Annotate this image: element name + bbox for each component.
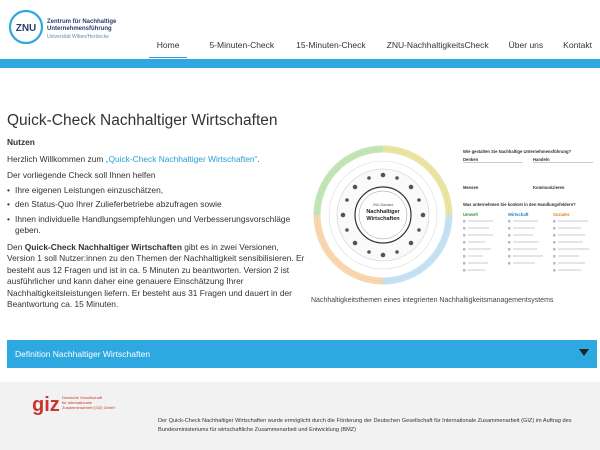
- page-title: Quick-Check Nachhaltiger Wirtschaften: [7, 112, 278, 129]
- section-heading: Nutzen: [7, 137, 35, 147]
- accordion-label: Definition Nachhaltiger Wirtschaften: [15, 349, 151, 359]
- nav-kontakt[interactable]: Kontakt: [563, 40, 592, 50]
- site-footer: [0, 382, 600, 450]
- wheel-center-small: ZNU-Standard: [372, 203, 394, 207]
- panel-umwelt: Umwelt: [463, 212, 478, 217]
- panel-question-2: Was unternehmen Sie konkret in den Handlungsfeldern?: [463, 202, 576, 207]
- panel-col-messen: Messen: [463, 185, 479, 190]
- wheel-center-line1: Nachhaltiger: [366, 209, 400, 215]
- panel-items-graphic: [463, 218, 593, 280]
- nav-nachhaltigkeitscheck[interactable]: ZNU-NachhaltigkeitsCheck: [386, 40, 489, 50]
- giz-name: Deutsche Gesellschaft für Internationale Zusammenarbeit (GIZ) GmbH: [62, 395, 116, 410]
- znu-logo-icon: [7, 8, 45, 46]
- header-accent-bar: [0, 59, 600, 68]
- figure-caption: Nachhaltigkeitsthemen eines integrierten Nachhaltigkeitsmanagementsystems: [311, 297, 554, 304]
- intro-line: Der vorliegende Check soll Ihnen helfen: [7, 170, 156, 180]
- logo-line-3: Universität Witten/Herdecke: [47, 34, 109, 40]
- logo-line-1: Zentrum für Nachhaltige: [47, 19, 117, 25]
- funding-notice: Der Quick-Check Nachhaltiger Wirtschaften wurde ermöglicht durch die Förderung der Deutschen Gesellschaft für Internationale Zusammenarbeit (GIZ) im Auftrag des Bundesministeriums für wirtschaftliche Zusammenarbeit und Entwicklung (BMZ): [158, 418, 572, 433]
- wheel-center-line2: Wirtschaften: [366, 216, 400, 222]
- site-header: [0, 0, 600, 60]
- logo-abbrev: ZNU: [15, 23, 37, 34]
- panel-col-kommunizieren: Kommunizieren: [533, 185, 565, 190]
- giz-logo: giz: [32, 394, 60, 416]
- intro-text: [7, 137, 307, 316]
- nav-home[interactable]: Home: [149, 38, 188, 52]
- list-item: • den Status-Quo Ihrer Zulieferbetriebe abzufragen sowie: [7, 199, 307, 211]
- znu-logo[interactable]: [7, 8, 167, 48]
- nav-ueber-uns[interactable]: Über uns: [508, 40, 544, 50]
- panel-soziales: Soziales: [553, 212, 570, 217]
- caret-down-icon[interactable]: [579, 349, 589, 356]
- panel-col-denken: Denken: [463, 157, 479, 162]
- nav-15-minuten-check[interactable]: 15-Minuten-Check: [296, 40, 366, 50]
- panel-denken-block: [463, 162, 523, 180]
- list-item: • Ihre eigenen Leistungen einzuschätzen,: [7, 185, 307, 197]
- list-item: • Ihnen individuelle Handlungsempfehlungen und Verbesserungsvorschläge geben.: [7, 214, 307, 237]
- panel-wirtschaft: Wirtschaft: [508, 212, 529, 217]
- benefit-list: [7, 185, 307, 237]
- sustainability-wheel-figure: [311, 145, 596, 285]
- definition-accordion[interactable]: [7, 340, 597, 368]
- panel-question-1: Wie gestalten Sie Nachhaltige Unternehmensführung?: [463, 149, 572, 154]
- nav-5-minuten-check[interactable]: 5-Minuten-Check: [209, 40, 275, 50]
- figure-legend-panel: [461, 145, 596, 285]
- versions-paragraph: Den Quick-Check Nachhaltiger Wirtschaften gibt es in zwei Versionen, Version 1 soll Nutzer:innen zu den Themen der Nachhaltigkeit sensibilisieren. Er besteht aus 12 Fragen und ist in ca. 5 Minuten zu beantworten. Version 2 ist ausführlicher und kann daher eine genauere Einschätzung Ihrer Nachhaltigkeitsleistungen liefern. Er besteht aus 31 Fragen und dauert in der Beantwortung ca. 15 Minuten.: [7, 241, 305, 309]
- wheel-diagram: [311, 145, 461, 285]
- panel-col-handeln: Handeln: [533, 157, 550, 162]
- logo-line-2: Unternehmensführung: [47, 26, 112, 32]
- main-nav: [149, 38, 600, 52]
- quick-check-link[interactable]: „Quick-Check Nachhaltiger Wirtschaften“: [105, 153, 258, 164]
- panel-handeln-block: [533, 162, 593, 180]
- welcome-text: Herzlich Willkommen zum „Quick-Check Nachhaltiger Wirtschaften“.: [7, 153, 260, 164]
